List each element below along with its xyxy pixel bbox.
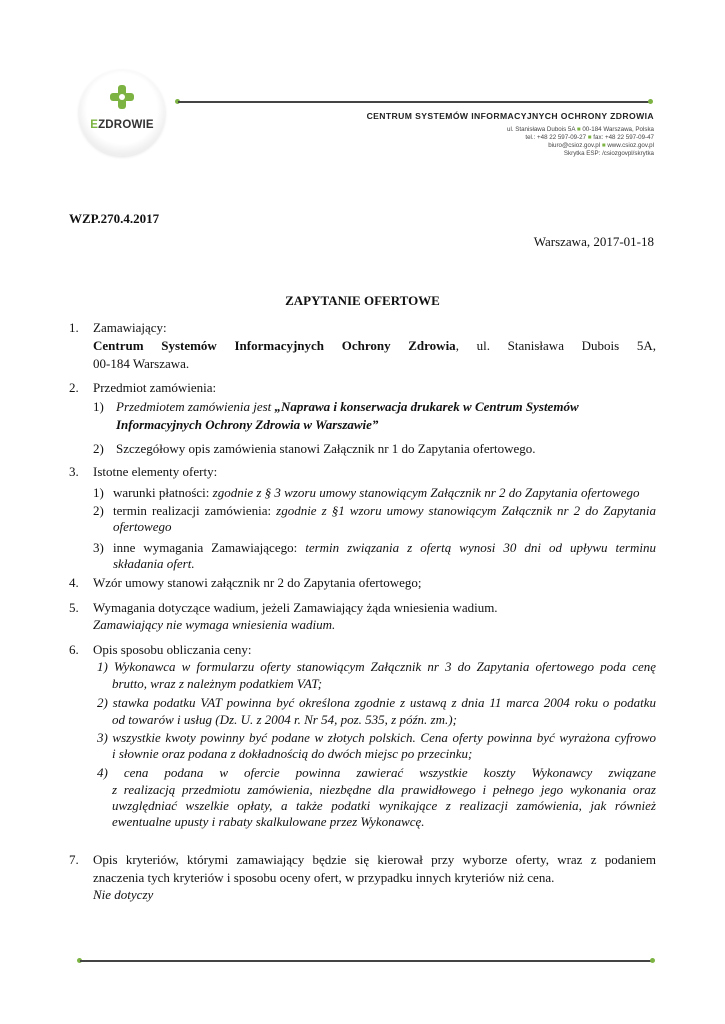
section-2-item-2-text: Szczegółowy opis zamówienia stanowi Załącznik nr 1 do Zapytania ofertowego. xyxy=(116,441,536,456)
section-6-item-2-line2: od towarów i usług (Dz. U. z 2004 r. Nr 54, poz. 535, z późn. zm.); xyxy=(112,712,457,727)
footer-divider xyxy=(80,960,652,962)
header-phone: tel.: +48 22 597-09-27 ■ fax: +48 22 597-09-47 xyxy=(525,134,654,141)
section-6-item-3-line2: i słownie oraz podana z dokładnością do dwóch miejsc po przecinku; xyxy=(112,746,473,761)
section-2-item-1-line1: Przedmiotem zamówienia jest „Naprawa i konserwacja drukarek w Centrum Systemów xyxy=(116,399,579,414)
header-divider xyxy=(178,101,650,103)
organization-name: CENTRUM SYSTEMÓW INFORMACYJNYCH OCHRONY ZDROWIA xyxy=(366,111,654,121)
section-6-item-2-line1: 2) stawka podatku VAT powinna być określona zgodnie z ustawą z dnia 11 marca 2004 roku o podatku xyxy=(97,695,656,710)
section-2-label: Przedmiot zamówienia: xyxy=(93,380,217,395)
header-epuap: Skrytka ESP: /csiozgovpl/skrytka xyxy=(563,150,654,157)
section-3-item-1-text: warunki płatności: zgodnie z § 3 wzoru umowy stanowiącym Załącznik nr 2 do Zapytania ofertowego xyxy=(113,485,640,500)
section-5-text: Wymagania dotyczące wadium, jeżeli Zamawiający żąda wniesienia wadium. xyxy=(93,600,498,615)
section-1-number: 1. xyxy=(69,320,79,335)
section-2-item-1-number: 1) xyxy=(93,399,104,414)
section-1-label: Zamawiający: xyxy=(93,320,167,335)
section-3-item-1-number: 1) xyxy=(93,485,104,500)
place-date: Warszawa, 2017-01-18 xyxy=(533,234,654,249)
section-3-item-2-line2: ofertowego xyxy=(113,519,172,534)
section-2-item-1-line2: Informacyjnych Ochrony Zdrowia w Warszawie” xyxy=(116,417,379,432)
section-3-item-3-line2: składania ofert. xyxy=(113,556,195,571)
section-6-item-3-line1: 3) wszystkie kwoty powinny być podane w złotych polskich. Cena oferty powinna być wyrażona cyfrowo xyxy=(97,730,656,745)
section-7-line2: znaczenia tych kryteriów i sposobu oceny ofert, w przypadku innych kryteriów niż cena. xyxy=(93,870,555,885)
section-4-number: 4. xyxy=(69,575,79,590)
section-1-address-line2: 00-184 Warszawa. xyxy=(93,356,190,371)
footer-line-dot-right xyxy=(650,958,655,963)
section-6-label: Opis sposobu obliczania ceny: xyxy=(93,642,252,657)
section-4-text: Wzór umowy stanowi załącznik nr 2 do Zapytania ofertowego; xyxy=(93,575,422,590)
section-7-line1: Opis kryteriów, którymi zamawiający będzie się kierował przy wyborze oferty, wraz z podaniem xyxy=(93,852,656,867)
section-5-number: 5. xyxy=(69,600,79,615)
section-7-number: 7. xyxy=(69,852,79,867)
section-6-item-4-line1: 4) cena podana w ofercie powinna zawierać wszystkie koszty Wykonawcy związane xyxy=(97,765,656,780)
section-5-note: Zamawiający nie wymaga wniesienia wadium. xyxy=(93,617,336,632)
section-1-orgline: Centrum Systemów Informacyjnych Ochrony Zdrowia, ul. Stanisława Dubois 5A, xyxy=(93,338,656,353)
logo-wordmark: EZDROWIE xyxy=(90,119,154,131)
section-6-item-1-line2: brutto, wraz z należnym podatkiem VAT; xyxy=(112,676,323,691)
section-3-item-3-line1: inne wymagania Zamawiającego: termin związania z ofertą wynosi 30 dni od upływu terminu xyxy=(113,540,656,555)
section-6-number: 6. xyxy=(69,642,79,657)
section-3-number: 3. xyxy=(69,464,79,479)
header-web: biuro@csioz.gov.pl ■ www.csioz.gov.pl xyxy=(548,142,654,149)
section-7-note: Nie dotyczy xyxy=(93,887,154,902)
ezdrowie-logo xyxy=(79,70,165,156)
section-6-item-1-line1: 1) Wykonawca w formularzu oferty stanowiącym Załącznik nr 3 do Zapytania ofertowego poda cenę xyxy=(97,659,656,674)
section-3-item-2-number: 2) xyxy=(93,503,104,518)
document-reference: WZP.270.4.2017 xyxy=(69,211,160,226)
section-6-item-4-line3: uwzględniać wszelkie opłaty, a także podatki wynikające z realizacji zamówienia, jak również xyxy=(112,798,656,813)
section-6-item-4-line2: z realizacją przedmiotu zamówienia, niezbędne dla prawidłowego i pełnego jego wykonania oraz xyxy=(112,782,656,797)
header-line-dot-right xyxy=(648,99,653,104)
document-title: ZAPYTANIE OFERTOWE xyxy=(285,293,440,308)
section-2-number: 2. xyxy=(69,380,79,395)
section-3-label: Istotne elementy oferty: xyxy=(93,464,218,479)
medical-cross-icon xyxy=(110,85,134,109)
section-6-item-4-line4: ewentualne upusty i rabaty skalkulowane przez Wykonawcę. xyxy=(112,814,425,829)
section-3-item-3-number: 3) xyxy=(93,540,104,555)
section-3-item-2-line1: termin realizacji zamówienia: zgodnie z §1 wzoru umowy stanowiącym Załącznik nr 2 do Zapytania xyxy=(113,503,656,518)
header-address: ul. Stanisława Dubois 5A ■ 00-184 Warszawa, Polska xyxy=(507,126,654,133)
section-2-item-2-number: 2) xyxy=(93,441,104,456)
